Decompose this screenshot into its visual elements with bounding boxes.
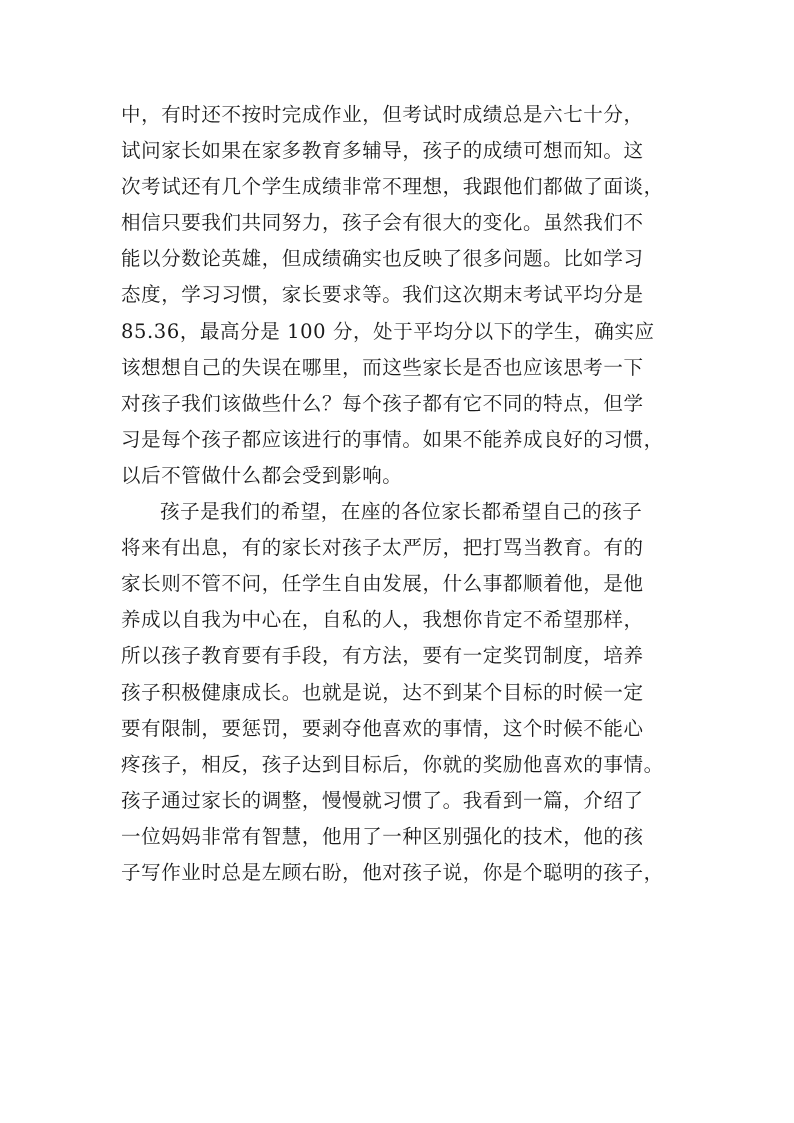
text-line: 试问家长如果在家多教育多辅导，孩子的成绩可想而知。这 (121, 139, 644, 163)
body-text (121, 97, 681, 891)
text-line: 家长则不管不问，任学生自由发展，什么事都顺着他，是他 (121, 572, 644, 596)
text-line: 该想想自己的失误在哪里，而这些家长是否也应该思考一下 (121, 355, 644, 379)
text-line: 一位妈妈非常有智慧，他用了一种区别强化的技术，他的孩 (121, 824, 644, 848)
text-line: 疼孩子，相反，孩子达到目标后，你就的奖励他喜欢的事情。 (121, 752, 664, 776)
text-line: 85.36，最高分是 100 分，处于平均分以下的学生，确实应 (121, 319, 655, 343)
text-line: 以后不管做什么都会受到影响。 (121, 463, 403, 487)
text-line: 孩子通过家长的调整，慢慢就习惯了。我看到一篇，介绍了 (121, 788, 644, 812)
text-line: 次考试还有几个学生成绩非常不理想，我跟他们都做了面谈， (121, 175, 664, 199)
text-line: 养成以自我为中心在，自私的人，我想你肯定不希望那样， (121, 608, 644, 632)
paragraph-first-line: 孩子是我们的希望，在座的各位家长都希望自己的孩子 (160, 500, 643, 524)
text-line: 所以孩子教育要有手段，有方法，要有一定奖罚制度，培养 (121, 644, 644, 668)
text-line: 中，有时还不按时完成作业，但考试时成绩总是六七十分， (121, 103, 644, 126)
text-line: 能以分数论英雄，但成绩确实也反映了很多问题。比如学习 (121, 247, 644, 271)
text-line: 对孩子我们该做些什么？每个孩子都有它不同的特点，但学 (121, 391, 644, 415)
text-line: 相信只要我们共同努力，孩子会有很大的变化。虽然我们不 (121, 211, 644, 235)
text-line: 孩子积极健康成长。也就是说，达不到某个目标的时候一定 (121, 680, 644, 704)
text-line: 要有限制，要惩罚，要剥夺他喜欢的事情，这个时候不能心 (121, 716, 644, 740)
text-line: 子写作业时总是左顾右盼，他对孩子说，你是个聪明的孩子， (121, 860, 664, 884)
text-line: 将来有出息，有的家长对孩子太严厉，把打骂当教育。有的 (121, 536, 644, 560)
text-line: 态度，学习习惯，家长要求等。我们这次期末考试平均分是 (121, 283, 644, 307)
text-line: 习是每个孩子都应该进行的事情。如果不能养成良好的习惯， (121, 427, 664, 451)
